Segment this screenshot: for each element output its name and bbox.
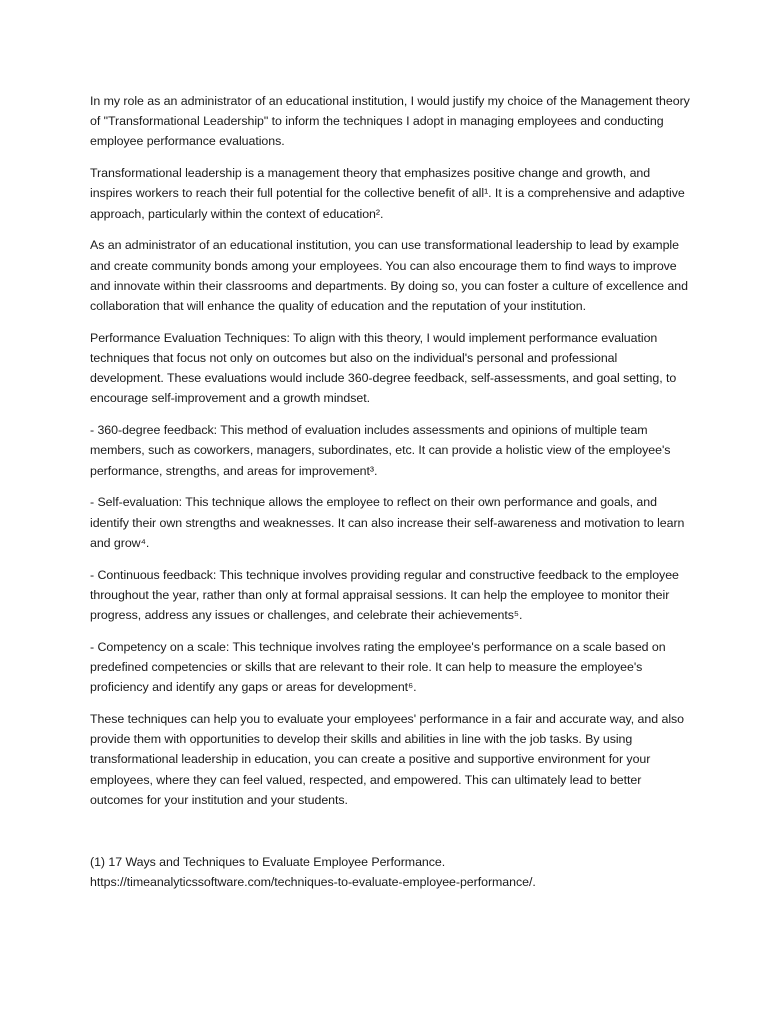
document-page bbox=[90, 91, 690, 892]
list-item-360-feedback: - 360-degree feedback: This method of evaluation includes assessments and opinions of multiple team members, such as coworkers, managers, subordinates, etc. It can provide a holistic view of the employee's performance, strengths, and areas for improvement³. bbox=[90, 423, 671, 478]
list-item-continuous-feedback: - Continuous feedback: This technique involves providing regular and constructive feedback to the employee throughout the year, rather than only at formal appraisal sessions. It can help the employee to monitor their progress, address any issues or challenges, and celebrate their achievements⁵. bbox=[90, 567, 679, 623]
paragraph-theory-definition: Transformational leadership is a management theory that emphasizes positive change and growth, and inspires workers to reach their full potential for the collective benefit of all¹. It is a comprehensive and adaptive approach, particularly within the context of education². bbox=[90, 166, 685, 221]
paragraph-conclusion: These techniques can help you to evaluate your employees' performance in a fair and accurate way, and also provide them with opportunities to develop their skills and abilities in line with the job tasks. By using transformational leadership in education, you can create a positive and supportive environment for your employees, where they can feel valued, respected, and empowered. This can ultimately lead to better outcomes for your institution and your students. bbox=[90, 712, 685, 807]
list-item-self-evaluation: - Self-evaluation: This technique allows the employee to reflect on their own performance and goals, and identify their own strengths and weaknesses. It can also increase their self-awareness and motivation to learn and grow⁴. bbox=[90, 495, 685, 550]
paragraph-evaluation-techniques: Performance Evaluation Techniques: To align with this theory, I would implement performance evaluation techniques that focus not only on outcomes but also on the individual's personal and professional development. These evaluations would include 360-degree feedback, self-assessments, and goal setting, to encourage self-improvement and a growth mindset. bbox=[90, 330, 677, 406]
references-section bbox=[90, 852, 690, 892]
reference-title: (1) 17 Ways and Techniques to Evaluate Employee Performance. bbox=[90, 855, 446, 870]
list-item-competency-scale: - Competency on a scale: This technique involves rating the employee's performance on a scale based on predefined competencies or skills that are relevant to their role. It can help to measure the employee's proficiency and identify any gaps or areas for development⁶. bbox=[90, 639, 666, 695]
paragraph-intro: In my role as an administrator of an educational institution, I would justify my choice of the Management theory of "Transformational Leadership" to inform the techniques I adopt in managing employees and conducting employee performance evaluations. bbox=[90, 94, 690, 149]
reference-url: https://timeanalyticssoftware.com/techniques-to-evaluate-employee-performance/. bbox=[90, 875, 536, 890]
paragraph-administrator-application: As an administrator of an educational institution, you can use transformational leadership to lead by example and create community bonds among your employees. You can also encourage them to find ways to improve and innovate within their classrooms and departments. By doing so, you can foster a culture of excellence and collaboration that will enhance the quality of education and the reputation of your institution. bbox=[90, 238, 688, 314]
